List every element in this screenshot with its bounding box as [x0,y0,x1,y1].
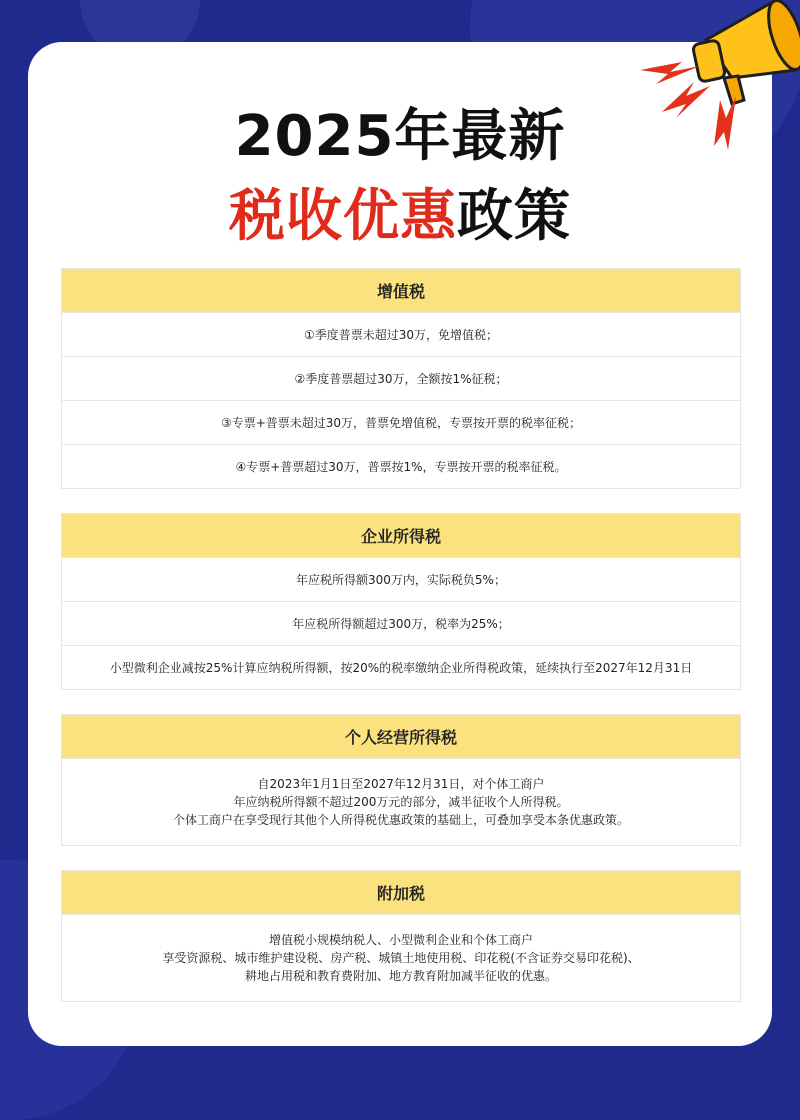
policy-paragraph [62,758,740,845]
subtitle-text: 政策 [457,184,571,249]
page-subtitle [0,172,800,252]
section-corporate-income-tax [61,513,741,690]
section-surcharge-tax [61,870,741,1002]
policy-line: 年应纳税所得额不超过200万元的部分，减半征收个人所得税。 [233,795,569,809]
section-header: 企业所得税 [62,514,740,557]
section-header: 个人经营所得税 [62,715,740,758]
policy-row: ④专票+普票超过30万，普票按1%，专票按开票的税率征税。 [62,444,740,488]
policy-line: 享受资源税、城市维护建设税、房产税、城镇土地使用税、印花税(不含证券交易印花税)、 [162,951,640,965]
section-header: 附加税 [62,871,740,914]
section-header: 增值税 [62,269,740,312]
policy-row: 年应税所得额300万内，实际税负5%； [62,557,740,601]
policy-row: 年应税所得额超过300万，税率为25%； [62,601,740,645]
section-vat [61,268,741,489]
policy-paragraph [62,914,740,1001]
policy-row: ①季度普票未超过30万，免增值税； [62,312,740,356]
policy-line: 增值税小规模纳税人、小型微利企业和个体工商户 [268,933,533,947]
section-individual-business-tax [61,714,741,846]
policy-row: ③专票+普票未超过30万，普票免增值税，专票按开票的税率征税； [62,400,740,444]
policy-line: 个体工商户在享受现行其他个人所得税优惠政策的基础上，可叠加享受本条优惠政策。 [172,813,629,827]
policy-line: 耕地占用税和教育费附加、地方教育附加减半征收的优惠。 [244,969,557,983]
policy-line: 自2023年1月1日至2027年12月31日，对个体工商户 [257,777,545,791]
policy-row: 小型微利企业减按25%计算应纳税所得额，按20%的税率缴纳企业所得税政策，延续执行至2027年12月31日 [62,645,740,689]
policy-row: ②季度普票超过30万，全额按1%征税； [62,356,740,400]
subtitle-highlight: 税收优惠 [229,184,457,249]
page-title: 2025年最新 [234,104,566,169]
